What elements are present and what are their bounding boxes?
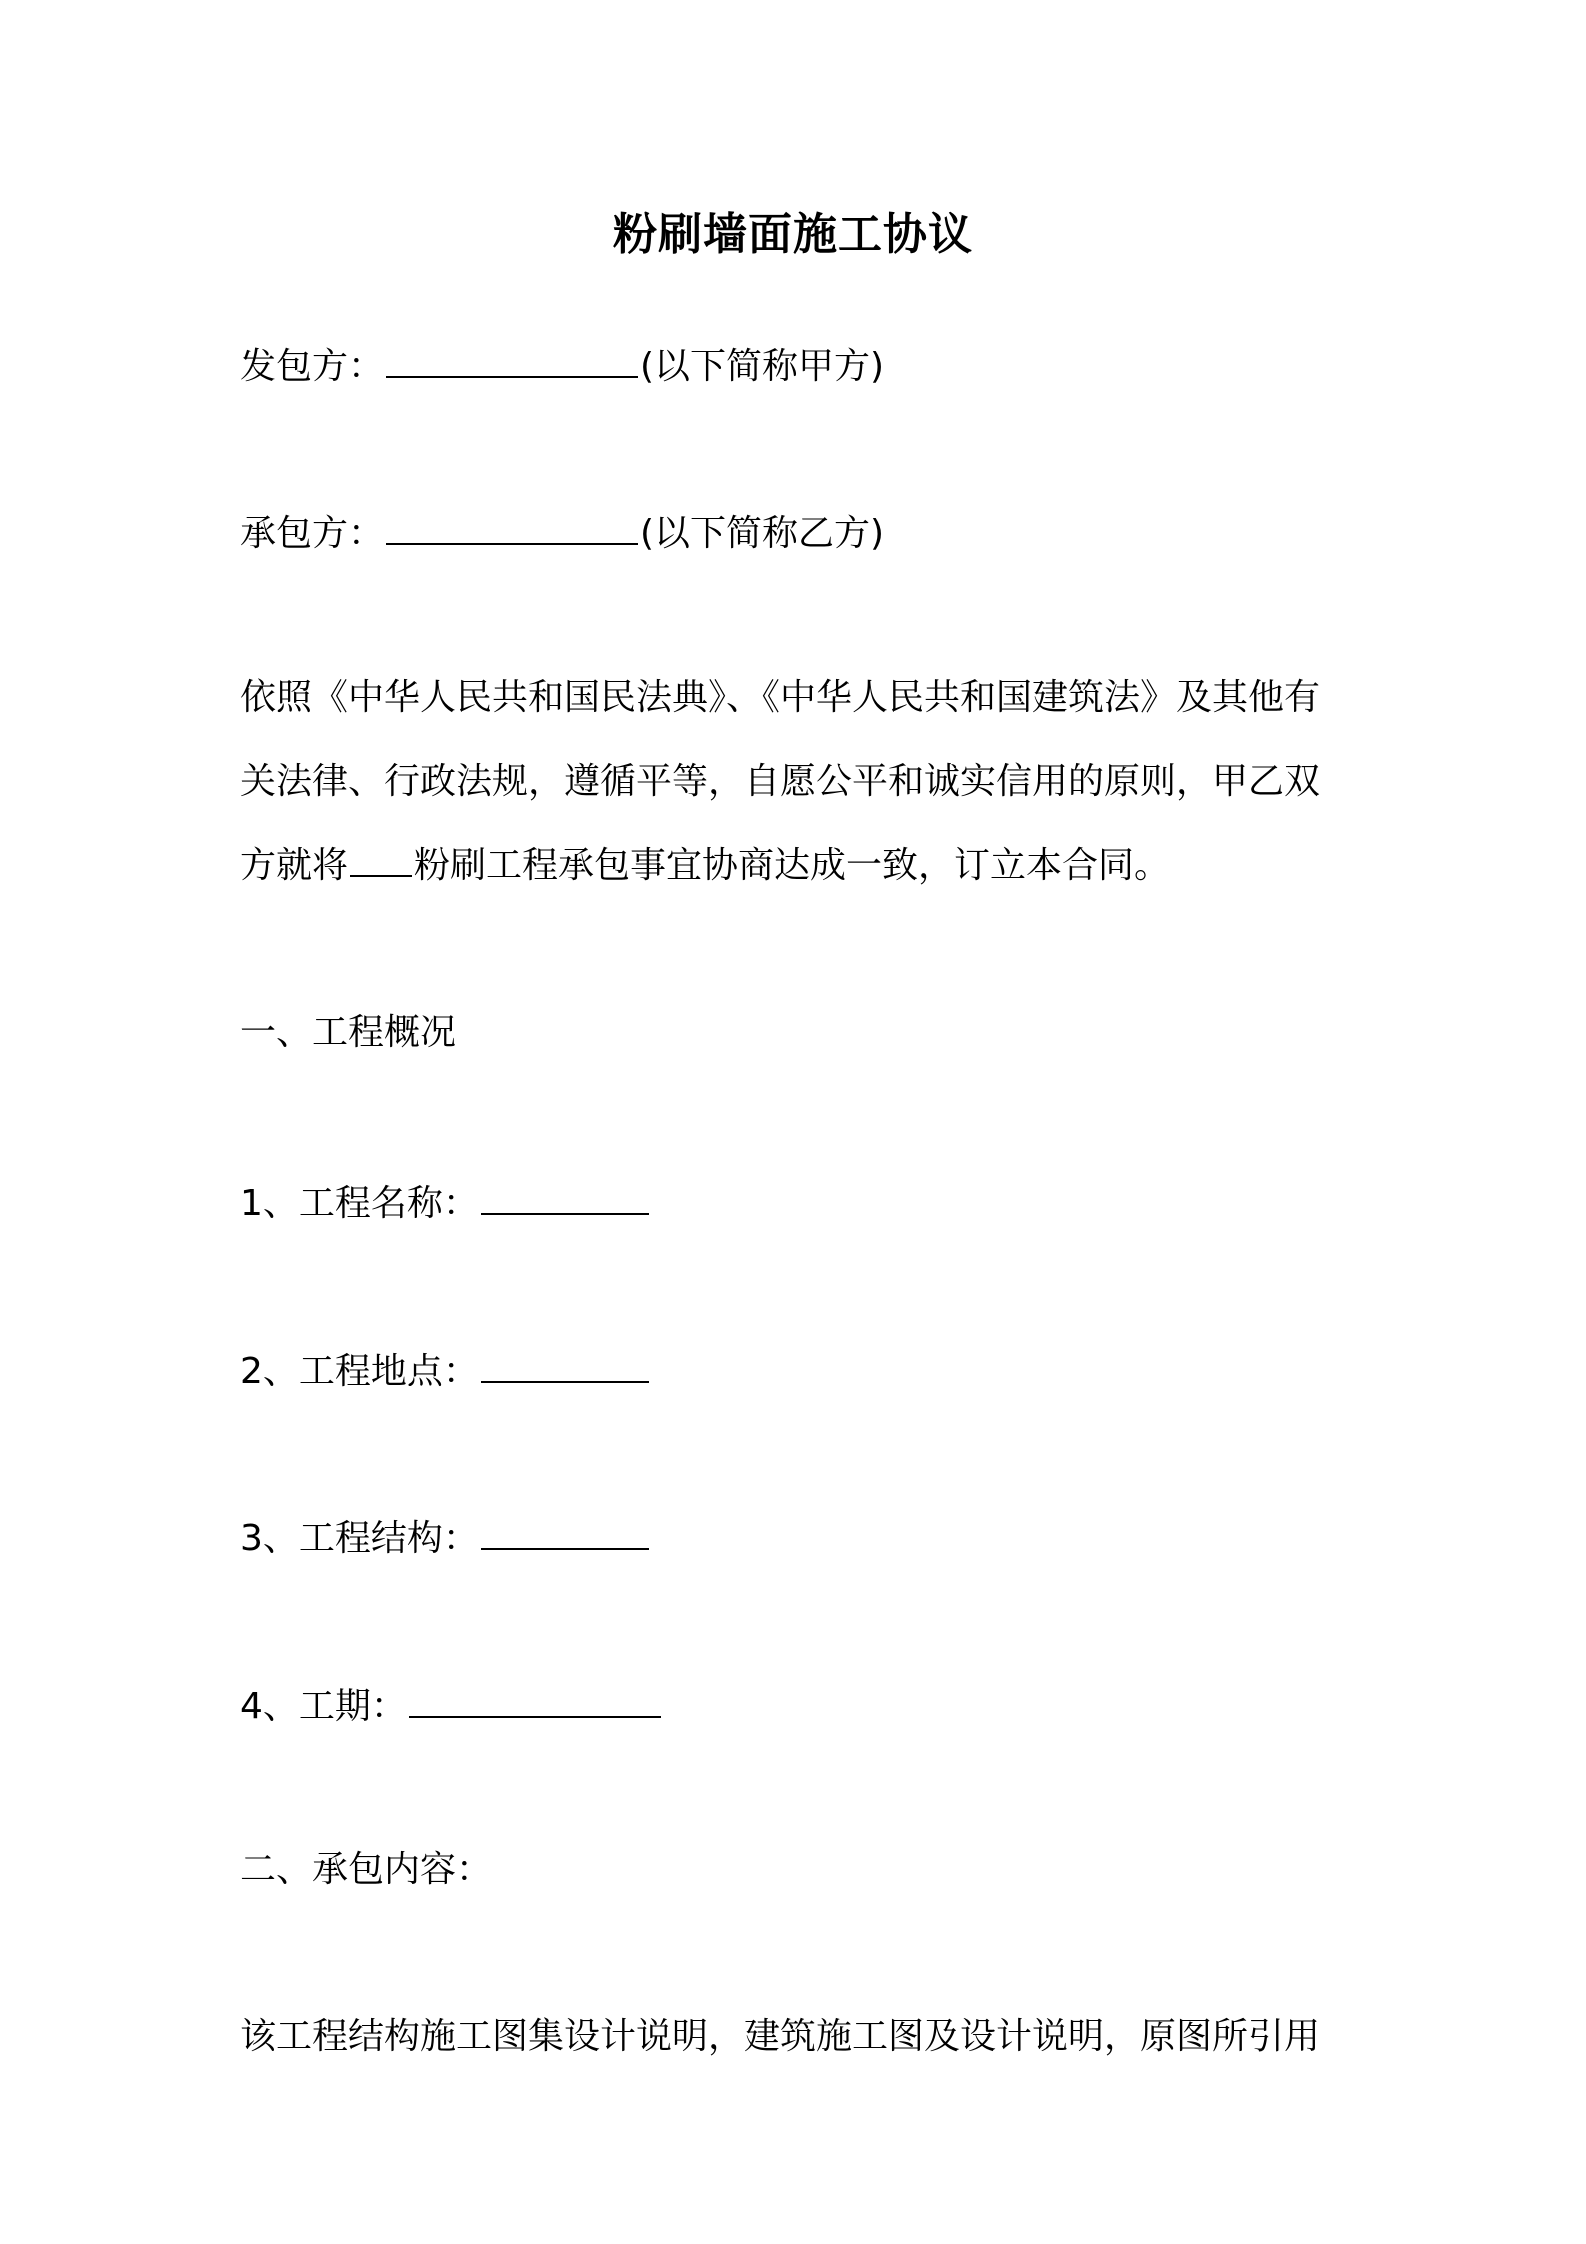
project-location-line	[240, 1343, 1360, 1397]
section-1-heading: 一、工程概况	[240, 1012, 457, 1053]
party-b-label: 承包方：	[240, 513, 385, 554]
preamble-line-2: 关法律、行政法规，遵循平等，自愿公平和诚实信用的原则，甲乙双	[240, 761, 1321, 802]
preamble-line-3-prefix: 方就将	[240, 845, 349, 886]
document-title: 粉刷墙面施工协议	[613, 209, 973, 260]
project-name-label: 1、工程名称：	[240, 1183, 479, 1224]
project-structure-line	[240, 1510, 1360, 1564]
project-structure-label: 3、工程结构：	[240, 1518, 479, 1559]
project-name-blank	[481, 1175, 649, 1215]
preamble-line-3	[240, 824, 1360, 908]
project-duration-label: 4、工期：	[240, 1686, 407, 1727]
project-location-blank	[481, 1343, 649, 1383]
party-b-suffix: (以下简称乙方)	[640, 513, 885, 554]
party-b-blank	[386, 505, 638, 545]
project-name-line	[240, 1175, 1360, 1229]
section-2-text: 该工程结构施工图集设计说明，建筑施工图及设计说明，原图所引用	[240, 2016, 1321, 2057]
project-location-label: 2、工程地点：	[240, 1351, 479, 1392]
project-blank	[350, 837, 412, 877]
section-2-heading: 二、承包内容：	[240, 1849, 493, 1890]
project-duration-blank	[409, 1678, 661, 1718]
preamble-line-1: 依照《中华人民共和国民法典》、《中华人民共和国建筑法》及其他有	[240, 677, 1321, 718]
party-a-label: 发包方：	[240, 346, 385, 387]
preamble-line-3-suffix: 粉刷工程承包事宜协商达成一致，订立本合同。	[414, 845, 1171, 886]
project-duration-line	[240, 1678, 1360, 1732]
party-a-suffix: (以下简称甲方)	[640, 346, 885, 387]
preamble-paragraph	[240, 656, 1360, 908]
party-a-line	[240, 338, 1360, 392]
party-a-blank	[386, 338, 638, 378]
party-b-line	[240, 505, 1360, 559]
project-structure-blank	[481, 1510, 649, 1550]
